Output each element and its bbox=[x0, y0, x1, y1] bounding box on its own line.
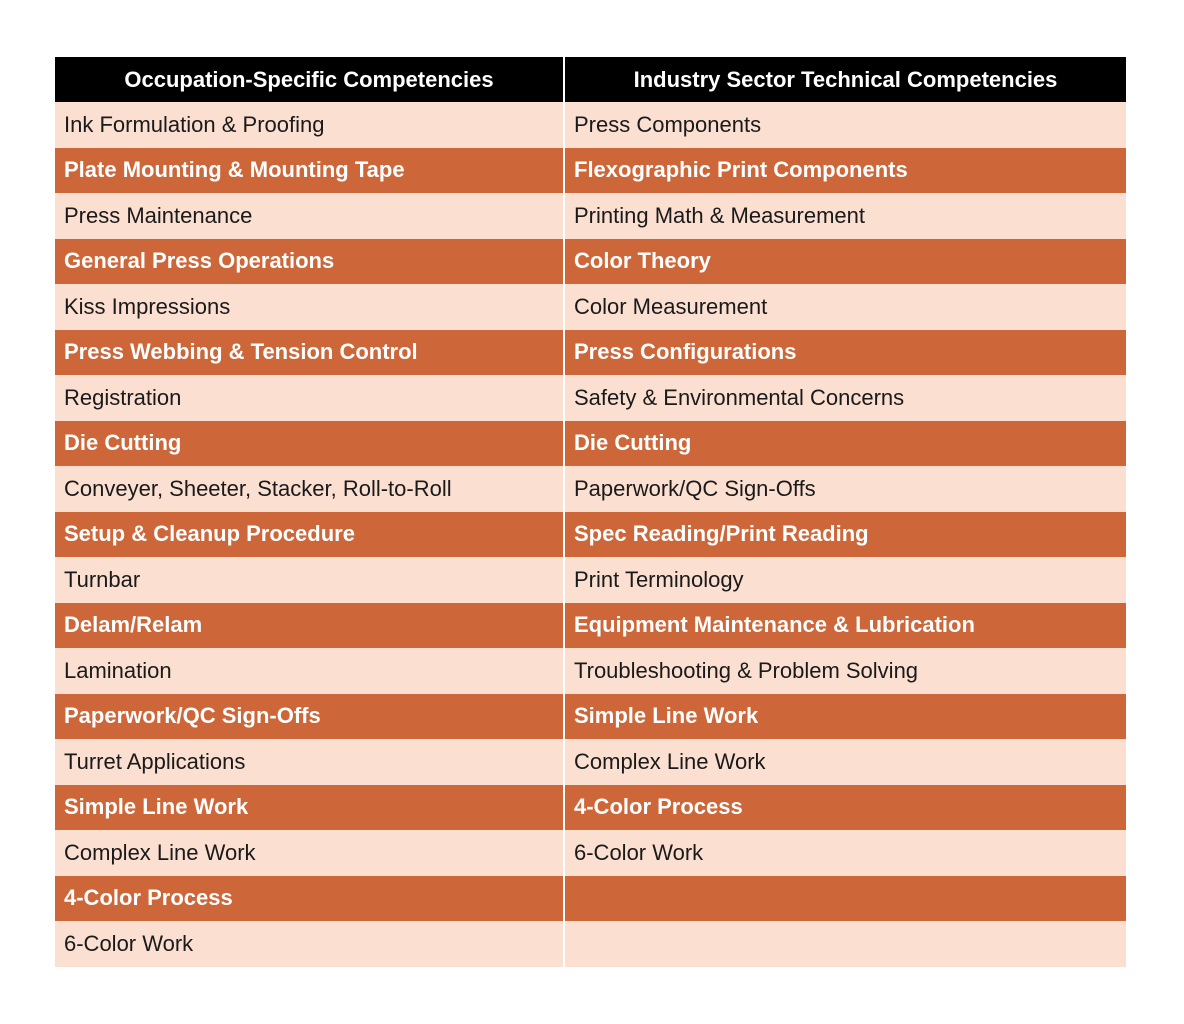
table-row bbox=[55, 375, 1126, 421]
occupation-competency-cell: Delam/Relam bbox=[55, 603, 564, 649]
table-row bbox=[55, 694, 1126, 740]
industry-competency-cell: Color Measurement bbox=[564, 284, 1126, 330]
table-row bbox=[55, 648, 1126, 694]
occupation-competency-cell: Complex Line Work bbox=[55, 830, 564, 876]
column-header-industry-sector: Industry Sector Technical Competencies bbox=[564, 57, 1126, 102]
table-row bbox=[55, 830, 1126, 876]
occupation-competency-cell: Turnbar bbox=[55, 557, 564, 603]
industry-competency-cell: Die Cutting bbox=[564, 421, 1126, 467]
occupation-competency-cell: 4-Color Process bbox=[55, 876, 564, 922]
table-header bbox=[55, 57, 1126, 102]
industry-competency-cell: 4-Color Process bbox=[564, 785, 1126, 831]
industry-competency-cell: 6-Color Work bbox=[564, 830, 1126, 876]
industry-competency-cell: Spec Reading/Print Reading bbox=[564, 512, 1126, 558]
table-row bbox=[55, 239, 1126, 285]
occupation-competency-cell: Press Webbing & Tension Control bbox=[55, 330, 564, 376]
table-row bbox=[55, 330, 1126, 376]
table-row bbox=[55, 421, 1126, 467]
industry-competency-cell: Complex Line Work bbox=[564, 739, 1126, 785]
occupation-competency-cell: Turret Applications bbox=[55, 739, 564, 785]
competencies-table bbox=[55, 57, 1126, 967]
table-row bbox=[55, 512, 1126, 558]
table-row bbox=[55, 466, 1126, 512]
occupation-competency-cell: 6-Color Work bbox=[55, 921, 564, 967]
industry-competency-cell bbox=[564, 921, 1126, 967]
table-row bbox=[55, 102, 1126, 148]
industry-competency-cell: Paperwork/QC Sign-Offs bbox=[564, 466, 1126, 512]
industry-competency-cell: Troubleshooting & Problem Solving bbox=[564, 648, 1126, 694]
occupation-competency-cell: General Press Operations bbox=[55, 239, 564, 285]
table-row bbox=[55, 148, 1126, 194]
table-row bbox=[55, 876, 1126, 922]
competencies-table-container bbox=[55, 57, 1126, 967]
industry-competency-cell: Simple Line Work bbox=[564, 694, 1126, 740]
industry-competency-cell bbox=[564, 876, 1126, 922]
industry-competency-cell: Press Configurations bbox=[564, 330, 1126, 376]
occupation-competency-cell: Kiss Impressions bbox=[55, 284, 564, 330]
column-header-occupation-specific: Occupation-Specific Competencies bbox=[55, 57, 564, 102]
occupation-competency-cell: Paperwork/QC Sign-Offs bbox=[55, 694, 564, 740]
occupation-competency-cell: Simple Line Work bbox=[55, 785, 564, 831]
table-row bbox=[55, 739, 1126, 785]
occupation-competency-cell: Press Maintenance bbox=[55, 193, 564, 239]
table-row bbox=[55, 284, 1126, 330]
table-row bbox=[55, 193, 1126, 239]
industry-competency-cell: Flexographic Print Components bbox=[564, 148, 1126, 194]
industry-competency-cell: Equipment Maintenance & Lubrication bbox=[564, 603, 1126, 649]
occupation-competency-cell: Ink Formulation & Proofing bbox=[55, 102, 564, 148]
occupation-competency-cell: Plate Mounting & Mounting Tape bbox=[55, 148, 564, 194]
table-row bbox=[55, 785, 1126, 831]
occupation-competency-cell: Die Cutting bbox=[55, 421, 564, 467]
table-row bbox=[55, 921, 1126, 967]
industry-competency-cell: Printing Math & Measurement bbox=[564, 193, 1126, 239]
industry-competency-cell: Color Theory bbox=[564, 239, 1126, 285]
header-row bbox=[55, 57, 1126, 102]
table-body bbox=[55, 102, 1126, 967]
occupation-competency-cell: Registration bbox=[55, 375, 564, 421]
occupation-competency-cell: Setup & Cleanup Procedure bbox=[55, 512, 564, 558]
table-row bbox=[55, 557, 1126, 603]
table-row bbox=[55, 603, 1126, 649]
occupation-competency-cell: Conveyer, Sheeter, Stacker, Roll-to-Roll bbox=[55, 466, 564, 512]
occupation-competency-cell: Lamination bbox=[55, 648, 564, 694]
industry-competency-cell: Print Terminology bbox=[564, 557, 1126, 603]
industry-competency-cell: Safety & Environmental Concerns bbox=[564, 375, 1126, 421]
industry-competency-cell: Press Components bbox=[564, 102, 1126, 148]
